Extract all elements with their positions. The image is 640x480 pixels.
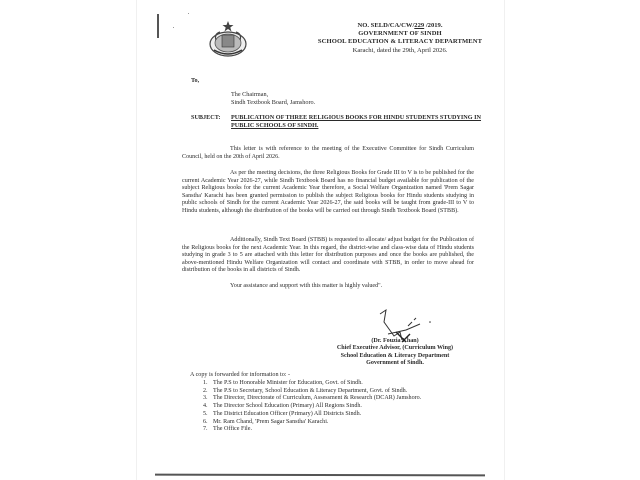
list-item <box>203 411 421 419</box>
item-number: 7. <box>203 426 208 433</box>
item-text: The Director School Education (Primary) All Regions Sindh. <box>213 403 362 410</box>
signatory-designation: Chief Executive Advisor, (Curriculum Wing) <box>336 345 454 352</box>
item-number: 1. <box>203 380 208 386</box>
government-of-sindh-emblem-icon <box>208 20 248 58</box>
paragraph-text: This letter is with reference to the meeting of the Executive Committee for Sindh Curriculum Council, held on the 20th of April 2026. <box>182 146 474 160</box>
subject-text: PUBLICATION OF THREE RELIGIOUS BOOKS FOR HINDU STUDENTS STUDYING IN PUBLIC SCHOOLS OF SINDH. <box>231 114 482 129</box>
department-title: SCHOOL EDUCATION & LITERACY DEPARTMENT <box>317 38 483 46</box>
signatory-name: (Dr. Fouzia Khan) <box>371 338 419 344</box>
recipient-title: The Chairman, <box>231 91 269 98</box>
item-number: 2. <box>203 387 208 394</box>
to-label: To, <box>191 77 200 84</box>
signatory-government: Government of Sindh. <box>366 360 424 367</box>
paragraph-text: As per the meeting decisions, the three Religious Books for Grade III to V is to be published for the current Academic Year 2026-27, while Sindh Textbook Board has no financial budget available for publication of the subject Religious books for the current Academic Year therefore, a Social Welfare Organization named 'Prem Sagar Sanstha' Karachi has been granted permission to publish the subject Religious books for Hindu students studying in public schools of Sindh for the current Academic Year 2026-27, the said books will be taught from grade-III to V to Hindu students, although the distribution of the books will be carried out through Sindh Textbook Board (STBB). <box>182 170 474 214</box>
signature-block <box>310 338 480 368</box>
addressee <box>231 91 315 106</box>
list-item <box>203 403 421 411</box>
list-item <box>203 426 421 434</box>
ref-prefix: NO. SELD/CA/CW/ <box>357 22 415 29</box>
copy-forwarded-list <box>203 380 421 434</box>
item-text: The Director, Directorate of Curriculum, Assessment & Research (DCAR) Jamshoro. <box>213 395 422 402</box>
item-number: 3. <box>203 395 208 402</box>
item-text: The Office File. <box>213 426 252 433</box>
page-left-edge <box>136 0 137 480</box>
item-text: The P.S to Honorable Minister for Education, Govt. of Sindh. <box>213 380 363 386</box>
item-number: 5. <box>203 410 208 417</box>
paragraph-text: Additionally, Sindh Text Board (STBB) is requested to allocate/ adjust budget for the Publication of the Religious books for the next Academic Year. In this regard, the district-wise and class-wise data of Hindu students studying in grade 3 to 5 are attached with this letter for distribution purposes and once the books are published, the above-mentioned Hindu Welfare Organization will contact and coordinate with STBB, in order to move ahead for distribution of the books in all districts of Sindh. <box>182 237 474 274</box>
letterhead <box>270 22 530 55</box>
item-number: 6. <box>203 418 208 425</box>
scan-speck <box>173 27 174 28</box>
ref-number: 229 <box>414 22 425 29</box>
list-item <box>203 395 421 403</box>
body-paragraph <box>182 237 474 275</box>
government-title: GOVERNMENT OF SINDH <box>358 30 442 38</box>
body-paragraph <box>182 283 474 291</box>
body-paragraph <box>182 146 474 161</box>
list-item <box>203 380 421 388</box>
signatory-department: School Education & Literacy Department <box>340 352 450 359</box>
ref-suffix: /2019. <box>424 22 443 29</box>
scan-speck <box>188 13 189 14</box>
subject-label: SUBJECT: <box>191 114 221 121</box>
recipient-org: Sindh Textbook Board, Jamshoro. <box>231 98 316 106</box>
page-bottom-rule <box>155 474 485 476</box>
reference-number <box>270 22 530 30</box>
item-text: The District Education Officer (Primary) All Districts Sindh. <box>213 410 362 417</box>
item-text: The P.S to Secretary, School Education & Literacy Department, Govt. of Sindh. <box>213 387 408 394</box>
item-number: 4. <box>203 403 208 410</box>
copy-forwarded-intro: A copy is forwarded for information to: - <box>190 372 291 378</box>
page-right-edge <box>504 0 505 480</box>
body-paragraph <box>182 170 474 215</box>
letter-date: Karachi, dated the 29th, April 2026. <box>352 46 448 54</box>
item-text: Mr. Ram Chand, 'Prem Sagar Sanstha' Karachi. <box>213 418 329 425</box>
scan-mark <box>157 14 159 38</box>
paragraph-text: Your assistance and support with this matter is highly valued". <box>230 283 383 289</box>
